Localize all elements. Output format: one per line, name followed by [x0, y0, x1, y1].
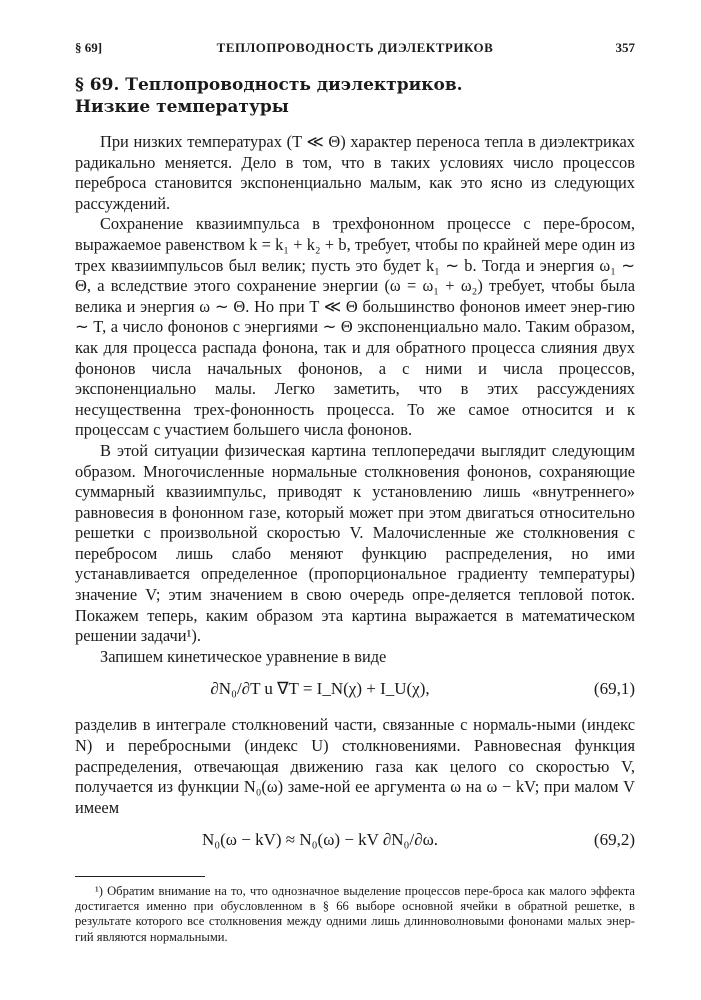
- page-number: 357: [615, 40, 635, 55]
- equation-69-2: [75, 822, 635, 862]
- section-title-line-1: § 69. Теплопроводность диэлектриков.: [75, 75, 463, 95]
- footnote-rule: [75, 876, 205, 877]
- section-reference: § 69]: [75, 40, 103, 55]
- paragraph-quasimomentum: Сохранение квазиимпульса в трехфононном процессе с пере-бросом, выражаемое равенством k = k₁ + k₂ + b, требует, чтобы по крайней мере один из трех квазиимпульсов был велик; пусть это будет k₁ ∼ b. Тогда и энергия ω₁ ∼ Θ, а вследствие этого сохранение энергии (ω = ω₁ + ω₂) требует, чтобы была велика и энергия ω ∼ Θ. Но при T ≪ Θ большинство фононов имеет энер-гию ∼ T, а число фононов с энергиями ∼ Θ экспоненциально мало. Таким образом, как для процесса распада фонона, так и для обратного процесса слияния двух фононов числа начальных фононов, а с ними и числа процессов, экспоненциально малы. Легко заметить, что в этих рассуждениях несущественна трех-фононность процесса. То же самое относится и к процессам с участием большего числа фононов.: [75, 214, 635, 440]
- equation-69-1-body: ∂N₀/∂T u ∇T = I_N(χ) + I_U(χ),: [210, 679, 430, 699]
- equation-69-2-number: (69,2): [593, 830, 635, 850]
- paragraph-kinetic-intro: Запишем кинетическое уравнение в виде: [100, 646, 387, 666]
- footnote: ¹) Обратим внимание на то, что однозначное выделение процессов пере-броса как малого эффекта достигается именно при обусловленном в § 66 выборе основной ячейки в обратной решетке, в результате которого все столкновения между одними лишь длинноволновыми фононами малых энер-гий являются нормальными.: [75, 884, 635, 944]
- paragraph-intro: При низких температурах (T ≪ Θ) характер переноса тепла в диэлектриках радикально меняется. Дело в том, что в таких условиях число процессов переброса становится экспоненциально малым, как это ясно из следующих рассуждений.: [75, 132, 635, 213]
- paragraph-after-equation: разделив в интеграле столкновений части, связанные с нормаль-ными (индекс N) и перебросными (индекс U) столкновениями. Равновесная функция распределения, отвечающая движению газа как целого со скоростью V, получается из функции N₀(ω) заме-ной ее аргумента ω на ω − kV; при малом V имеем: [75, 715, 635, 817]
- paragraph-physical-picture: В этой ситуации физическая картина теплопередачи выглядит следующим образом. Многочисленные нормальные столкновения фононов, сохраняющие суммарный квазиимпульс, приводят к установлению лишь «внутреннего» равновесия в фононном газе, который может при этом двигаться относительно решетки с произвольной скоростью V. Малочисленные же столкновения с перебросом лишь слабо меняют функцию распределения, но ими устанавливается определенное (пропорциональное градиенту температуры) значение V; этим значением в свою очередь опре-деляется тепловой поток. Покажем теперь, каким образом эта картина выражается в математическом решении задачи¹).: [75, 440, 635, 646]
- equation-69-1: [75, 671, 635, 711]
- equation-69-1-number: (69,1): [593, 679, 635, 699]
- equation-69-2-body: N₀(ω − kV) ≈ N₀(ω) − kV ∂N₀/∂ω.: [201, 830, 439, 850]
- running-title: ТЕПЛОПРОВОДНОСТЬ ДИЭЛЕКТРИКОВ: [216, 40, 494, 55]
- section-title: [75, 74, 635, 118]
- main-content: [75, 74, 635, 862]
- section-title-line-2: Низкие температуры: [75, 97, 289, 117]
